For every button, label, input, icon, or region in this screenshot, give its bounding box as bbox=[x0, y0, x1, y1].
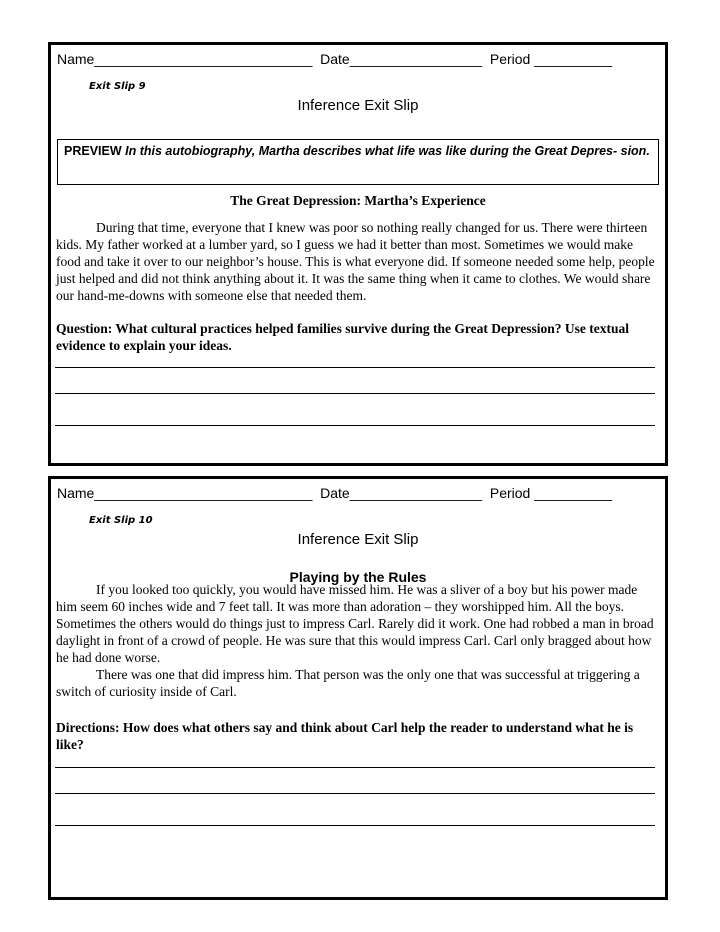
preview-text: In this autobiography, Martha describes what life was like during the Great Depres- sion. bbox=[125, 144, 650, 158]
slip-number: Exit Slip 10 bbox=[89, 515, 153, 526]
answer-line[interactable] bbox=[55, 793, 655, 794]
passage bbox=[56, 581, 659, 700]
preview-box bbox=[57, 139, 659, 185]
passage bbox=[56, 219, 659, 304]
exit-slip-10 bbox=[48, 476, 668, 900]
passage-title: Playing by the Rules bbox=[289, 569, 427, 585]
slip-number: Exit Slip 9 bbox=[89, 81, 146, 92]
slip-title: Inference Exit Slip bbox=[297, 97, 419, 114]
passage-paragraph: During that time, everyone that I knew was poor so nothing really changed for us. There were thirteen kids. My father worked at a lumber yard, so I guess we had it better than most. Sometimes we would make food and take it over to our neighbor’s house. This is what everyone did. If someone needed some help, people just helped and did not think anything about it. It was the same thing when it came to clothes. We would share our hand-me-downs with someone else that needed them. bbox=[56, 220, 655, 303]
period-field[interactable]: Period __________ bbox=[489, 51, 613, 67]
passage-paragraph: If you looked too quickly, you would have missed him. He was a sliver of a boy but his power made him seem 60 inches wide and 7 feet tall. It was more than adoration – they worshipped him. All the boys. Sometimes the others would do things just to impress Carl. Rarely did it work. One had robbed a man in broad daylight in front of a crowd of people. He was sure that this would impress Carl. Carl only bragged about how he had done worse. bbox=[56, 582, 654, 665]
date-field[interactable]: Date_________________ bbox=[320, 485, 483, 501]
directions-text: Directions: How does what others say and think about Carl help the reader to understand what he is like? bbox=[56, 720, 634, 752]
passage-title: The Great Depression: Martha’s Experience bbox=[230, 193, 486, 208]
slip-title: Inference Exit Slip bbox=[297, 531, 419, 548]
exit-slip-9 bbox=[48, 42, 668, 466]
answer-line[interactable] bbox=[55, 825, 655, 826]
period-field[interactable]: Period __________ bbox=[489, 485, 613, 501]
name-field[interactable]: Name____________________________ bbox=[57, 485, 313, 501]
preview-label: PREVIEW bbox=[64, 144, 122, 158]
answer-line[interactable] bbox=[55, 425, 655, 426]
header-row bbox=[57, 485, 659, 501]
question-text: Question: What cultural practices helped families survive during the Great Depression? Use textual evidence to explain your ideas. bbox=[56, 321, 629, 353]
header-row bbox=[57, 51, 659, 67]
answer-line[interactable] bbox=[55, 767, 655, 768]
date-field[interactable]: Date_________________ bbox=[320, 51, 483, 67]
passage-paragraph: There was one that did impress him. That person was the only one that was successful at triggering a switch of curiosity inside of Carl. bbox=[56, 667, 640, 699]
answer-line[interactable] bbox=[55, 367, 655, 368]
name-field[interactable]: Name____________________________ bbox=[57, 51, 313, 67]
answer-line[interactable] bbox=[55, 393, 655, 394]
